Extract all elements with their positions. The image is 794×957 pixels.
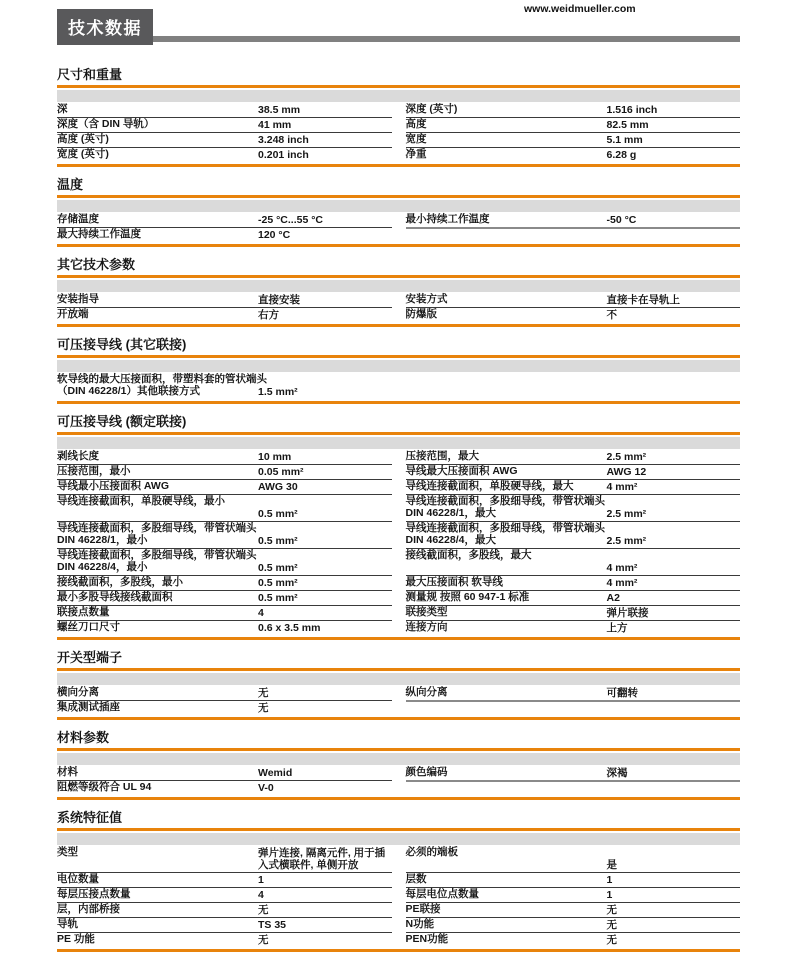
table-row (57, 228, 392, 242)
row-label: 必须的端板 (405, 846, 458, 858)
row-value: AWG 12 (606, 466, 647, 478)
row-label: 测量规 按照 60 947-1 标准 (405, 591, 530, 603)
row-label: 高度 (405, 118, 427, 130)
row-value: 4 mm² (606, 562, 638, 574)
table-row (57, 522, 392, 549)
section-columns (57, 213, 740, 242)
table-row (57, 293, 392, 308)
row-label: 螺丝刀口尺寸 (57, 621, 120, 633)
table-row (406, 933, 741, 947)
row-label: 横向分离 (57, 686, 99, 698)
table-row (57, 465, 392, 480)
table-row (406, 606, 741, 621)
row-label: 深度（含 DIN 导轨） (57, 118, 155, 130)
section (57, 645, 740, 720)
section-columns (57, 293, 740, 322)
section-header-band (57, 90, 740, 102)
table-row (57, 686, 392, 701)
row-label: 高度 (英寸) (57, 133, 109, 145)
section-top-rule (57, 275, 740, 278)
row-label: 每层压接点数量 (57, 888, 131, 900)
row-value: 0.05 mm² (258, 466, 304, 478)
row-value: 无 (258, 702, 269, 714)
row-label: 层数 (405, 873, 427, 885)
table-row (57, 873, 392, 888)
row-value: 0.5 mm² (258, 577, 298, 589)
table-row (57, 103, 392, 118)
section-header-band (57, 437, 740, 449)
table-row (406, 293, 741, 308)
table-row (406, 549, 741, 576)
section-bottom-rule (57, 324, 740, 327)
section-header-band (57, 360, 740, 372)
row-value: 4 mm² (606, 481, 638, 493)
row-label: 剥线长度 (57, 450, 99, 462)
section-bottom-rule (57, 717, 740, 720)
row-value: 不 (606, 309, 617, 321)
row-value: 1.516 inch (606, 104, 658, 116)
row-label: 联接类型 (405, 606, 448, 618)
section-header-band (57, 673, 740, 685)
row-value: 10 mm (258, 451, 292, 463)
row-value: 1 (606, 874, 613, 886)
section-top-rule (57, 828, 740, 831)
row-label: 接线截面积，多股线，最小 (57, 576, 183, 588)
table-row (406, 621, 741, 635)
row-label: 宽度 (英寸) (57, 148, 109, 160)
row-label: 导线连接截面积，多股细导线，带管状端头 DIN 46228/4，最小 (57, 549, 257, 573)
row-value: A2 (606, 592, 620, 604)
row-label: 集成测试插座 (57, 701, 120, 713)
section-header-band (57, 833, 740, 845)
row-value: 无 (606, 904, 617, 916)
section-title: 温度 (57, 177, 84, 192)
table-row (57, 846, 392, 873)
column (406, 686, 741, 715)
section (57, 332, 740, 404)
column (57, 293, 392, 322)
table-row (57, 133, 392, 148)
table-row (57, 766, 392, 781)
section-title: 开关型端子 (57, 650, 123, 665)
table-row (57, 933, 392, 947)
table-row (57, 549, 392, 576)
row-label: 压接范围，最小 (57, 465, 131, 477)
table-row (57, 480, 392, 495)
section-bottom-rule (57, 949, 740, 952)
section-title: 尺寸和重量 (57, 67, 123, 82)
table-row (57, 450, 392, 465)
row-value: 上方 (606, 622, 628, 634)
row-value: 无 (606, 919, 617, 931)
row-value: 无 (606, 934, 617, 946)
row-value: 0.6 x 3.5 mm (258, 622, 321, 634)
row-value: 深褐 (606, 767, 628, 779)
row-label: 颜色编码 (405, 766, 448, 778)
table-row (57, 495, 392, 522)
table-row (57, 606, 392, 621)
row-value: 无 (258, 934, 269, 946)
row-value: 4 mm² (606, 577, 638, 589)
website-link[interactable]: www.weidmueller.com (524, 3, 636, 15)
row-label: 电位数量 (57, 873, 99, 885)
row-label: 导轨 (57, 918, 78, 930)
table-row (406, 918, 741, 933)
section-bottom-rule (57, 401, 740, 404)
row-value: 右方 (258, 309, 279, 321)
section-title: 材料参数 (57, 730, 110, 745)
row-label: 净重 (405, 148, 427, 160)
row-label: PE联接 (405, 903, 441, 915)
table-row (406, 888, 741, 903)
section-top-rule (57, 195, 740, 198)
table-row (406, 103, 741, 118)
table-row (57, 781, 392, 795)
sections-container (57, 62, 740, 957)
row-label: 防爆版 (405, 308, 437, 320)
column (57, 686, 392, 715)
table-row (406, 465, 741, 480)
table-row (406, 591, 741, 606)
row-value: 0.5 mm² (258, 592, 298, 604)
row-label: 层，内部桥接 (57, 903, 120, 915)
row-label: 联接点数量 (57, 606, 110, 618)
table-row (57, 591, 392, 606)
column (406, 846, 741, 947)
table-row (57, 621, 392, 635)
row-value: 可翻转 (606, 687, 638, 699)
row-value: 3.248 inch (258, 134, 309, 146)
column (57, 846, 392, 947)
section-columns (57, 373, 740, 399)
section-top-rule (57, 668, 740, 671)
section-header-band (57, 280, 740, 292)
row-label: 安装指导 (57, 293, 99, 305)
row-label: 压接范围，最大 (405, 450, 479, 462)
section-columns (57, 103, 740, 162)
section-columns (57, 846, 740, 947)
table-row (406, 873, 741, 888)
title-underline-bar (57, 36, 740, 42)
row-value: 0.5 mm² (258, 562, 298, 574)
row-value: AWG 30 (258, 481, 298, 493)
row-label: 最大压接面积 软导线 (405, 576, 503, 588)
section-header-band (57, 200, 740, 212)
section-top-rule (57, 355, 740, 358)
table-row (57, 373, 740, 399)
column (57, 373, 740, 399)
row-value: 1.5 mm² (258, 386, 298, 398)
table-row (406, 308, 741, 322)
row-label: 深 (57, 103, 68, 115)
table-row (57, 576, 392, 591)
table-row (406, 213, 741, 229)
row-value: 6.28 g (606, 149, 637, 161)
row-value: -50 °C (606, 214, 637, 226)
row-value: 4 (258, 607, 264, 619)
row-value: 无 (258, 904, 269, 916)
row-value: -25 °C...55 °C (258, 214, 324, 226)
section-top-rule (57, 748, 740, 751)
row-label: 软导线的最大压接面积，带塑料套的管状端头 （DIN 46228/1）其他联接方式 (57, 373, 267, 397)
row-label: PEN功能 (405, 933, 449, 945)
row-value: 无 (258, 687, 269, 699)
row-label: 类型 (57, 846, 78, 858)
column (406, 766, 741, 795)
column (406, 213, 741, 242)
section-columns (57, 686, 740, 715)
column (406, 103, 741, 162)
row-value: V-0 (258, 782, 274, 794)
row-value: 直接卡在导轨上 (606, 294, 680, 306)
column (406, 450, 741, 635)
row-label: 导线连接截面积，多股细导线，带管状端头 DIN 46228/1，最大 (405, 495, 605, 519)
row-value: 是 (606, 859, 617, 871)
row-label: 接线截面积，多股线，最大 (405, 549, 532, 561)
column (57, 766, 392, 795)
section-bottom-rule (57, 637, 740, 640)
row-label: 导线连接截面积，多股细导线，带管状端头 DIN 46228/4，最大 (405, 522, 605, 546)
section-bottom-rule (57, 797, 740, 800)
row-label: 材料 (57, 766, 78, 778)
table-row (406, 118, 741, 133)
table-row (406, 686, 741, 702)
row-label: 阻燃等级符合 UL 94 (57, 781, 152, 793)
table-row (406, 522, 741, 549)
row-value: 2.5 mm² (606, 451, 647, 463)
row-label: 最大持续工作温度 (57, 228, 141, 240)
row-label: PE 功能 (57, 933, 95, 945)
section (57, 725, 740, 800)
table-row (406, 903, 741, 918)
row-label: 纵向分离 (405, 686, 448, 698)
row-value: 5.1 mm (606, 134, 643, 146)
row-label: 开放端 (57, 308, 89, 320)
column (57, 103, 392, 162)
table-row (406, 495, 741, 522)
section-header-band (57, 753, 740, 765)
page-title: 技术数据 (68, 19, 142, 38)
row-value: Wemid (258, 767, 293, 779)
section-title: 其它技术参数 (57, 257, 136, 272)
row-label: 连接方向 (405, 621, 448, 633)
page-title-box (57, 9, 153, 45)
table-row (57, 118, 392, 133)
row-label: 导线最小压接面积 AWG (57, 480, 169, 492)
section-title: 系统特征值 (57, 810, 123, 825)
section-title: 可压接导线 (额定联接) (57, 414, 187, 429)
column (406, 293, 741, 322)
row-value: 2.5 mm² (606, 535, 647, 547)
row-label: 最小多股导线接线截面积 (57, 591, 173, 603)
row-label: 每层电位点数量 (405, 888, 479, 900)
table-row (406, 846, 741, 873)
table-row (406, 450, 741, 465)
section (57, 172, 740, 247)
section (57, 805, 740, 952)
section-bottom-rule (57, 244, 740, 247)
row-value: 0.5 mm² (258, 508, 298, 520)
table-row (57, 308, 392, 322)
row-value: 0.201 inch (258, 149, 309, 161)
row-value: 弹片联接 (606, 607, 649, 619)
row-label: 宽度 (405, 133, 427, 145)
table-row (57, 701, 392, 715)
table-row (57, 903, 392, 918)
row-label: 导线连接截面积，多股细导线，带管状端头 DIN 46228/1，最小 (57, 522, 257, 546)
row-value: 120 °C (258, 229, 291, 241)
table-row (406, 133, 741, 148)
row-value: 4 (258, 889, 264, 901)
table-row (406, 766, 741, 782)
row-value: 弹片连接, 隔离元件, 用于插入式横联件, 单侧开放 (258, 847, 386, 871)
row-label: 最小持续工作温度 (405, 213, 490, 225)
section-columns (57, 450, 740, 635)
row-label: 导线连接截面积，单股硬导线，最小 (57, 495, 225, 507)
row-label: 深度 (英寸) (405, 103, 458, 115)
row-label: 安装方式 (405, 293, 448, 305)
table-row (57, 213, 392, 228)
section-top-rule (57, 85, 740, 88)
section-title: 可压接导线 (其它联接) (57, 337, 187, 352)
row-value: TS 35 (258, 919, 287, 931)
section (57, 252, 740, 327)
column (57, 450, 392, 635)
table-row (406, 148, 741, 162)
section-bottom-rule (57, 164, 740, 167)
row-value: 直接安装 (258, 294, 300, 306)
row-value: 1 (258, 874, 264, 886)
row-value: 1 (606, 889, 613, 901)
row-label: N功能 (405, 918, 435, 930)
row-label: 导线连接截面积，单股硬导线，最大 (405, 480, 574, 492)
section-columns (57, 766, 740, 795)
table-row (57, 888, 392, 903)
column (57, 213, 392, 242)
row-value: 2.5 mm² (606, 508, 647, 520)
row-label: 存储温度 (57, 213, 99, 225)
row-value: 38.5 mm (258, 104, 301, 116)
table-row (406, 576, 741, 591)
row-value: 82.5 mm (606, 119, 649, 131)
table-row (57, 918, 392, 933)
table-row (57, 148, 392, 162)
section (57, 409, 740, 640)
row-label: 导线最大压接面积 AWG (405, 465, 518, 477)
table-row (406, 480, 741, 495)
row-value: 0.5 mm² (258, 535, 298, 547)
section (57, 62, 740, 167)
section-top-rule (57, 432, 740, 435)
row-value: 41 mm (258, 119, 292, 131)
